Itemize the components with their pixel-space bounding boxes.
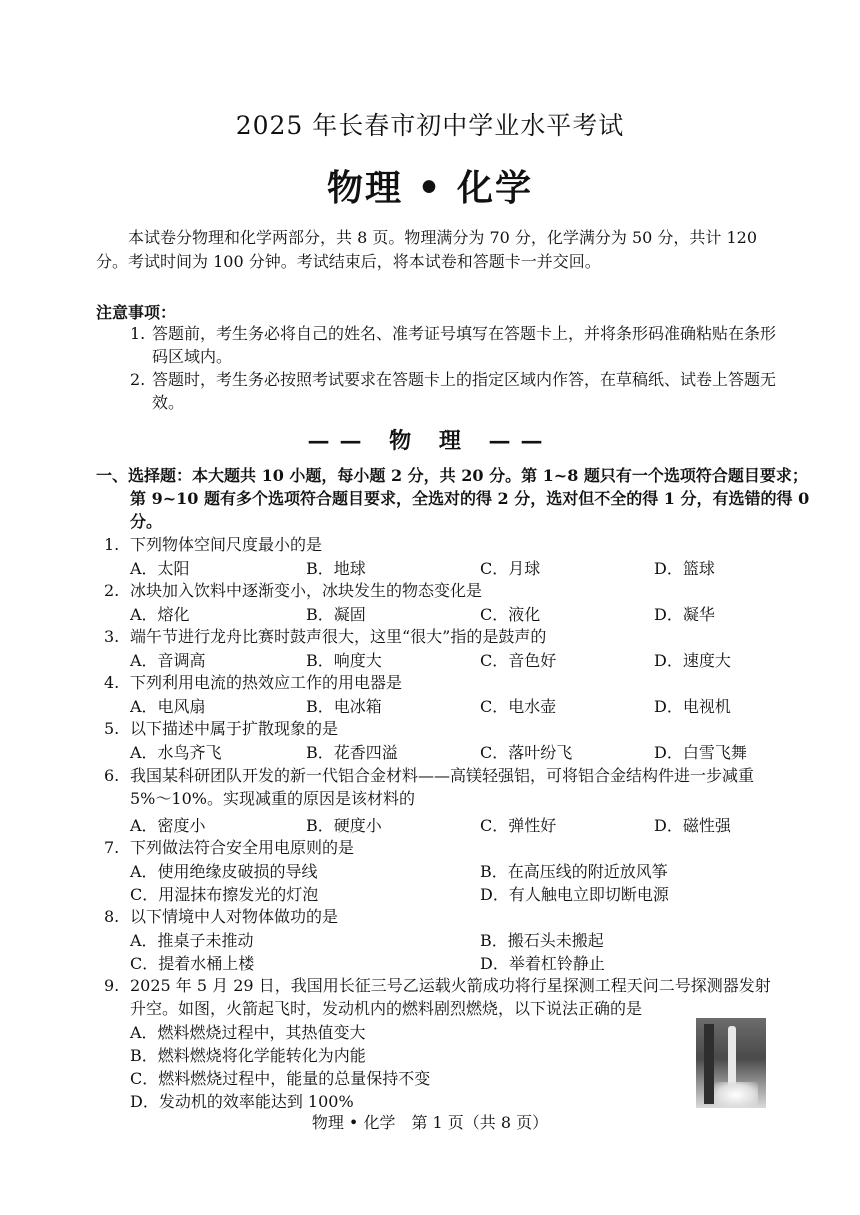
options-row: [130, 813, 780, 836]
option-a: A．熔化: [130, 605, 190, 624]
notice-item: [130, 322, 780, 368]
question-stem: [104, 579, 780, 602]
option-a: A．使用绝缘皮破损的导线: [130, 862, 318, 881]
options-row: [130, 928, 780, 951]
option-d: D．有人触电立即切断电源: [480, 885, 669, 904]
option-d: D．凝华: [654, 605, 715, 624]
option-c: C．落叶纷飞: [480, 743, 573, 762]
option-c: C．燃料燃烧过程中，能量的总量保持不变: [130, 1069, 431, 1088]
option-c: C．音色好: [480, 651, 557, 670]
option-d: D．电视机: [654, 697, 731, 716]
options-row: [130, 556, 780, 579]
notice-item: [130, 368, 780, 414]
question-text: 下列物体空间尺度最小的是: [130, 535, 323, 554]
option-d: D．白雪飞舞: [654, 743, 747, 762]
rocket-launch-photo-icon: [696, 1018, 766, 1108]
options-row: [130, 648, 780, 671]
options-row: [130, 740, 780, 763]
rocket-body-icon: [728, 1026, 736, 1088]
option-c: C．电水壶: [480, 697, 557, 716]
question-text: 以下描述中属于扩散现象的是: [130, 719, 339, 738]
exam-title: 2025 年长春市初中学业水平考试: [235, 111, 625, 140]
option-d: D．速度大: [654, 651, 731, 670]
question-number: 1.: [104, 535, 120, 554]
section-header-physics: —— 物 理 ——: [307, 428, 553, 454]
question-stem: [104, 717, 780, 740]
question-stem: [104, 625, 780, 648]
question-text: 下列利用电流的热效应工作的用电器是: [130, 673, 403, 692]
option-d: D．磁性强: [654, 816, 731, 835]
notice-number: 1.: [130, 324, 146, 343]
options-row: [130, 694, 780, 717]
question-number: 9.: [104, 976, 120, 995]
option-d: D．发动机的效率能达到 100%: [130, 1092, 354, 1111]
option-a: A．水鸟齐飞: [130, 743, 222, 762]
option-b: B．地球: [306, 559, 366, 578]
option-a: A．电风扇: [130, 697, 206, 716]
question-stem: [104, 905, 780, 928]
option-c: C．液化: [480, 605, 541, 624]
option-a: A．太阳: [130, 559, 190, 578]
option-b: B．燃料燃烧将化学能转化为内能: [130, 1046, 366, 1065]
question-number: 7.: [104, 838, 120, 857]
option-b: B．凝固: [306, 605, 366, 624]
question-number: 4.: [104, 673, 120, 692]
option-b: B．搬石头未搬起: [480, 931, 604, 950]
question-number: 2.: [104, 581, 120, 600]
question-stem: [104, 764, 780, 810]
option-c: C．提着水桶上楼: [130, 954, 255, 973]
option-c: C．弹性好: [480, 816, 557, 835]
part-one-instructions: 一、选择题：本大题共 10 小题，每小题 2 分，共 20 分。第 1~8 题只有一个选项符合题目要求；第 9~10 题有多个选项符合题目要求，全选对的得 2 分，选对但不全的得 1 分，有选错的得 0 分。: [96, 466, 810, 531]
question-number: 3.: [104, 627, 120, 646]
options-row: [130, 882, 780, 905]
option-c: C．月球: [480, 559, 541, 578]
exam-subject: 物理 • 化学: [326, 167, 534, 209]
question-stem: [104, 671, 780, 694]
question-number: 8.: [104, 907, 120, 926]
notice-text: 答题前，考生务必将自己的姓名、准考证号填写在答题卡上，并将条形码准确粘贴在条形码区域内。: [152, 324, 777, 366]
option-a: A．燃料燃烧过程中，其热值变大: [130, 1023, 366, 1042]
question-stem: [104, 533, 780, 556]
page-footer: 物理 • 化学 第 1 页（共 8 页）: [311, 1113, 549, 1132]
exhaust-plume-icon: [714, 1082, 758, 1108]
question-text: 2025 年 5 月 29 日，我国用长征三号乙运载火箭成功将行星探测工程天问二号探测器发射升空。如图，火箭起飞时，发动机内的燃料剧烈燃烧，以下说法正确的是: [130, 976, 771, 1018]
option-b: B．电冰箱: [306, 697, 382, 716]
question-text: 冰块加入饮料中逐渐变小，冰块发生的物态变化是: [130, 581, 483, 600]
question-number: 5.: [104, 719, 120, 738]
option-a: A．推桌子未推动: [130, 931, 254, 950]
option-d: D．举着杠铃静止: [480, 954, 605, 973]
options-row: [130, 951, 780, 974]
option-c: C．用湿抹布擦发光的灯泡: [130, 885, 319, 904]
option-a: A．密度小: [130, 816, 206, 835]
option-b: B．花香四溢: [306, 743, 398, 762]
question-text: 端午节进行龙舟比赛时鼓声很大，这里“很大”指的是鼓声的: [130, 627, 547, 646]
options-row: [130, 859, 780, 882]
question-stem: [104, 974, 780, 1020]
launch-tower-icon: [704, 1024, 714, 1104]
question-text: 我国某科研团队开发的新一代铝合金材料——高镁轻强铝，可将铝合金结构件进一步减重 5%～10%。实现减重的原因是该材料的: [130, 766, 755, 808]
question-text: 下列做法符合安全用电原则的是: [130, 838, 355, 857]
option-b: B．硬度小: [306, 816, 382, 835]
option-d: D．篮球: [654, 559, 715, 578]
question-text: 以下情境中人对物体做功的是: [130, 907, 339, 926]
notice-title: 注意事项：: [96, 303, 177, 322]
notice-text: 答题时，考生务必按照考试要求在答题卡上的指定区域内作答，在草稿纸、试卷上答题无效。: [152, 370, 777, 412]
question-number: 6.: [104, 766, 120, 785]
question-stem: [104, 836, 780, 859]
notice-number: 2.: [130, 370, 146, 389]
option-b: B．响度大: [306, 651, 382, 670]
intro-paragraph: 本试卷分物理和化学两部分，共 8 页。物理满分为 70 分，化学满分为 50 分，共计 120 分。考试时间为 100 分钟。考试结束后，将本试卷和答题卡一并交回。: [96, 228, 758, 271]
option-a: A．音调高: [130, 651, 206, 670]
option-b: B．在高压线的附近放风筝: [480, 862, 668, 881]
options-row: [130, 602, 780, 625]
